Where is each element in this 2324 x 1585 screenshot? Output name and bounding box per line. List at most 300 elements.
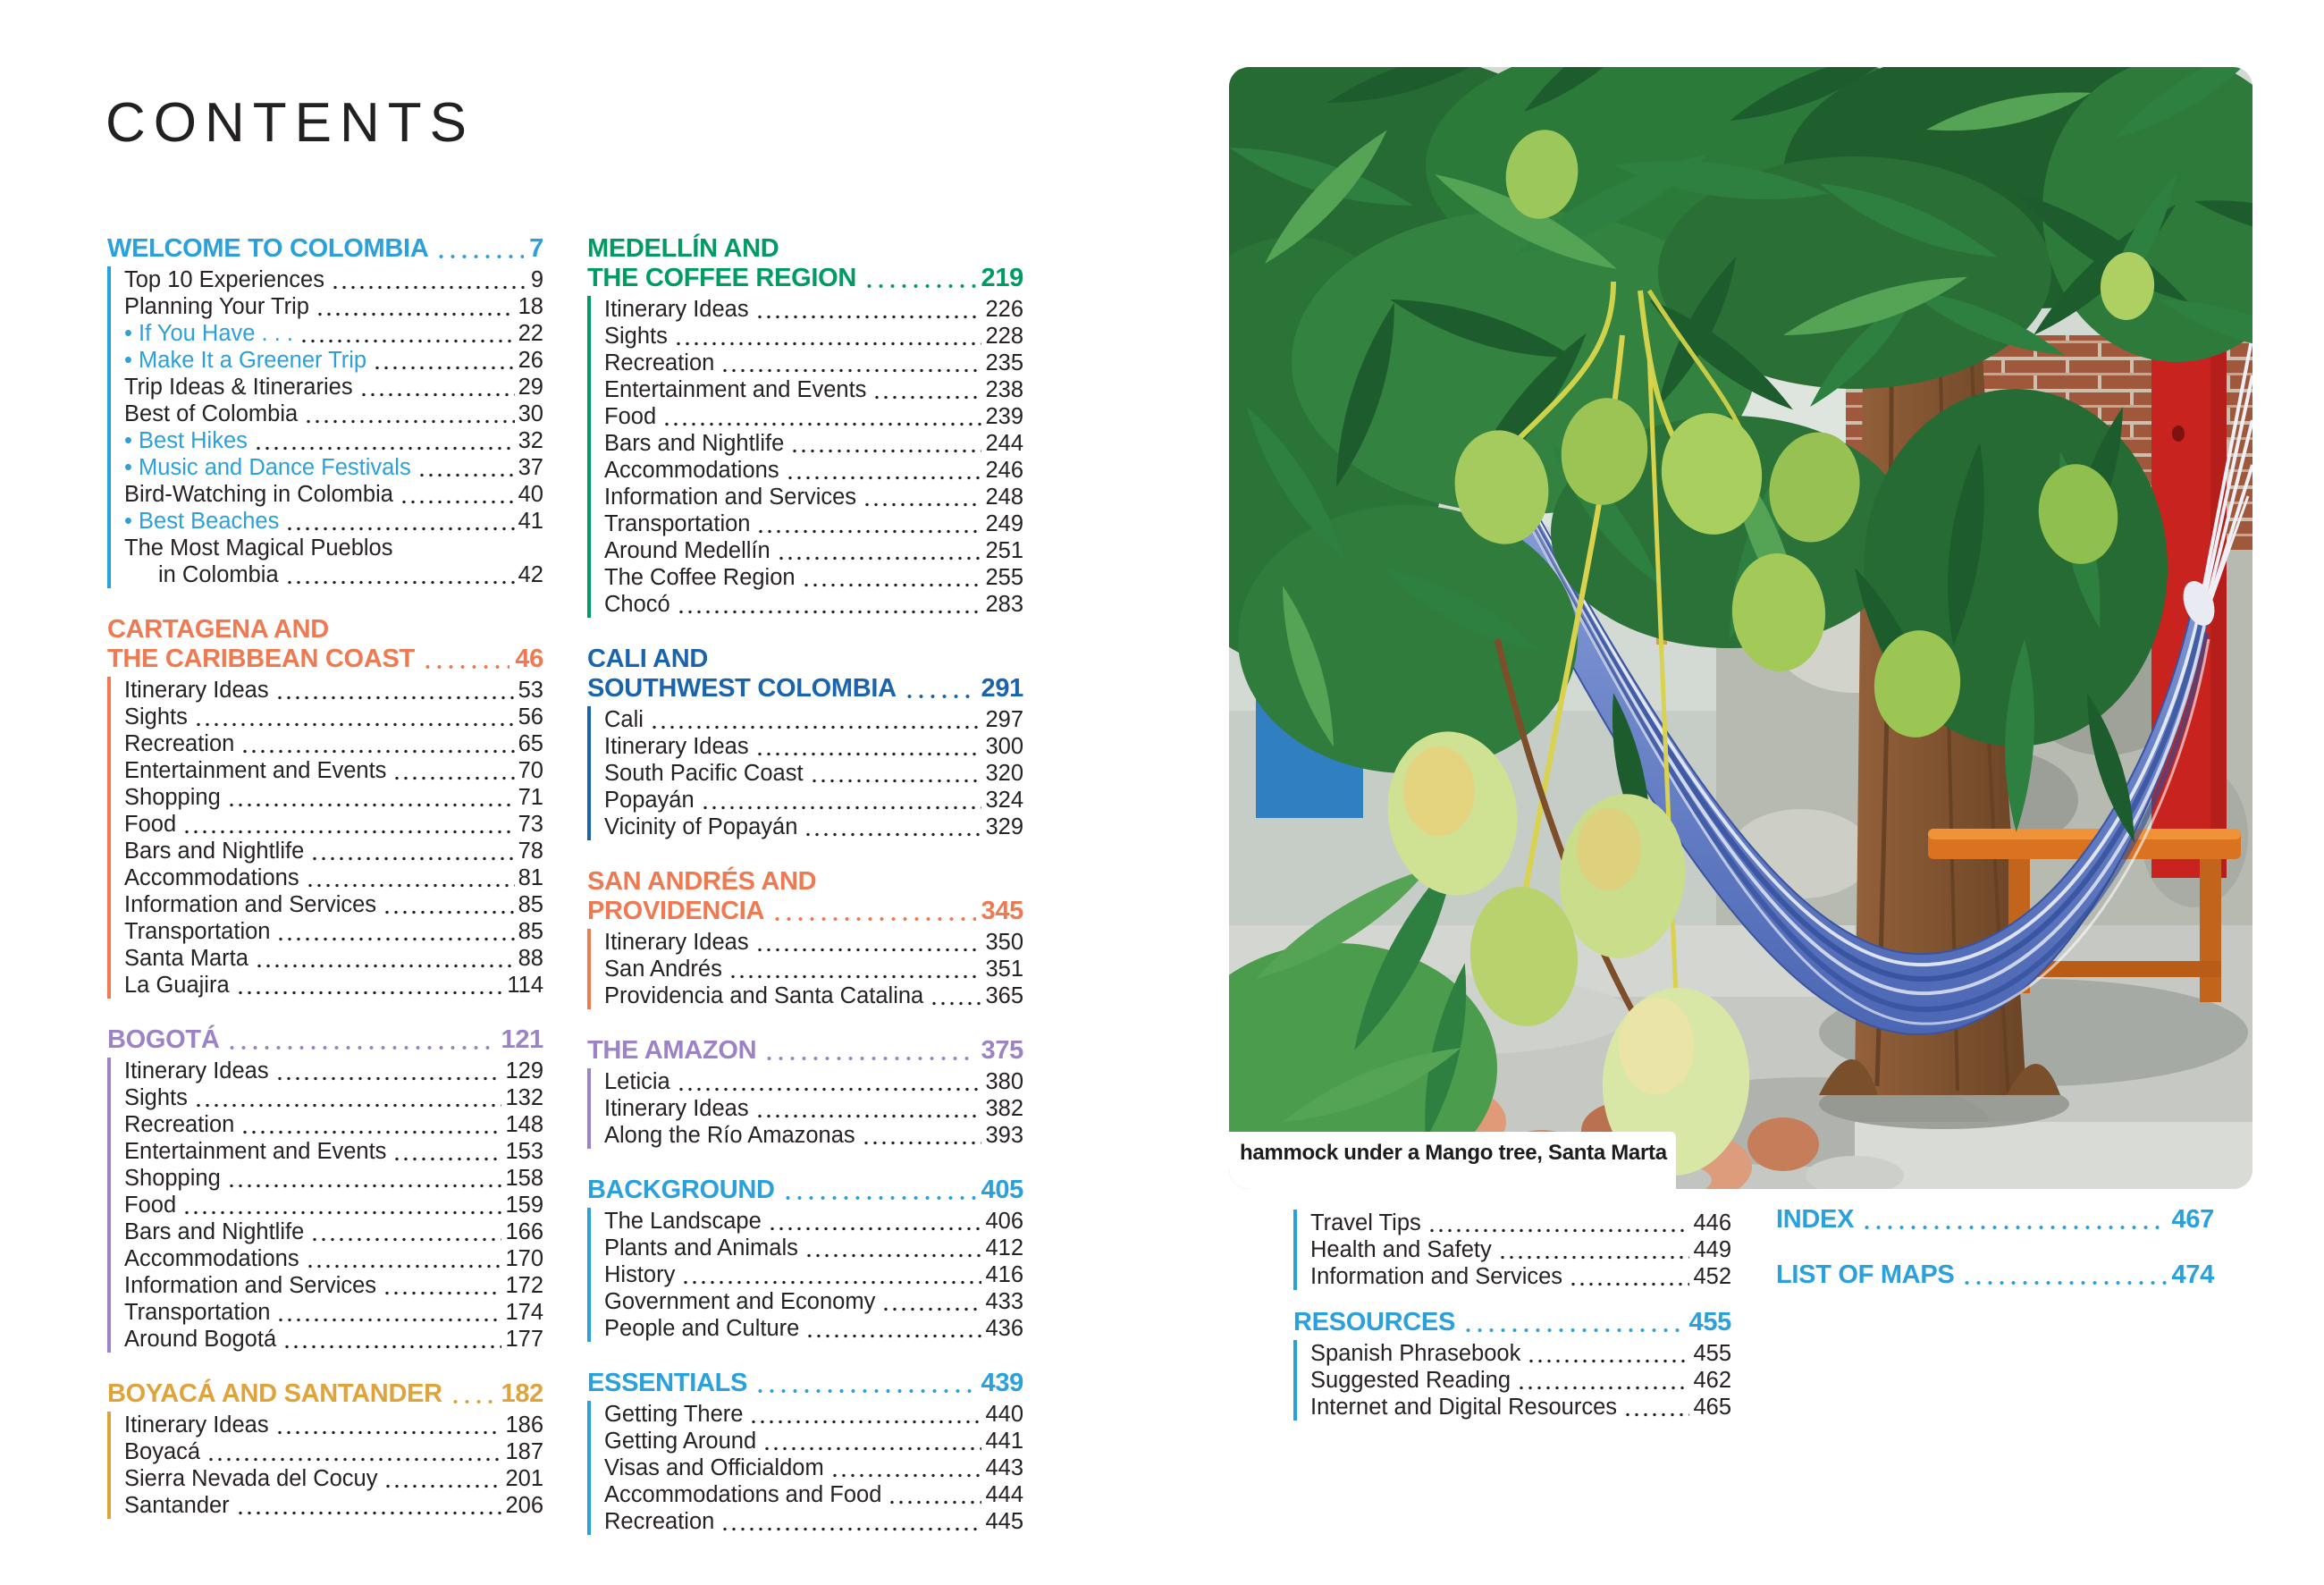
toc-entry-label: Providencia and Santa Catalina: [604, 983, 924, 1008]
toc-entry-page: 187: [505, 1439, 543, 1464]
section-background: [587, 1176, 1023, 1342]
toc-entry-label: Planning Your Trip: [124, 294, 309, 319]
toc-entry-page: 29: [518, 375, 543, 400]
toc-entry: [1310, 1394, 1731, 1421]
toc-column-3-left: [1293, 1194, 1731, 1438]
section-title: SOUTHWEST COLOMBIA: [587, 674, 897, 703]
section-medellin-coffee-region: [587, 234, 1023, 618]
section-header-row: [587, 1036, 1023, 1066]
photo-caption: hammock under a Mango tree, Santa Marta: [1240, 1141, 1667, 1165]
toc-entry: [1310, 1340, 1731, 1367]
section-page-number: 405: [981, 1176, 1023, 1204]
dot-leader: [282, 1345, 501, 1349]
toc-entry-label: • If You Have . . .: [124, 320, 293, 347]
toc-entry-label: Itinerary Ideas: [124, 678, 269, 703]
dot-leader: [236, 1511, 502, 1515]
section-entries: [1293, 1210, 1731, 1290]
dot-leader: [1427, 1228, 1690, 1233]
toc-entry-page: 324: [985, 788, 1023, 813]
toc-entry: [124, 293, 543, 320]
section-boyaca-and-santander: [107, 1379, 543, 1519]
toc-entry-page: 174: [505, 1300, 543, 1325]
toc-entry: [604, 1315, 1023, 1342]
dot-leader: [316, 312, 515, 316]
toc-entry-page: 226: [985, 297, 1023, 322]
toc-entry-label: in Colombia: [158, 562, 279, 587]
toc-entry-page: 441: [985, 1429, 1023, 1454]
toc-entry-label: Bars and Nightlife: [124, 839, 305, 864]
toc-entry-page: 73: [518, 812, 543, 837]
dot-leader: [804, 1253, 982, 1258]
toc-entry-page: 70: [518, 758, 543, 783]
toc-entry-page: 239: [985, 404, 1023, 429]
toc-entry-page: 37: [518, 455, 543, 480]
toc-entry-label: Information and Services: [124, 1273, 377, 1298]
toc-entry: [604, 929, 1023, 956]
section-entries: [587, 1208, 1023, 1342]
toc-entry-page: 170: [505, 1246, 543, 1271]
toc-entry: [124, 1326, 543, 1353]
section-header-row: [1293, 1308, 1731, 1337]
photo-illustration: [1229, 67, 2252, 1189]
photo-caption-plate: [1229, 1132, 1676, 1189]
toc-entry-page: 65: [518, 731, 543, 756]
toc-entry: [604, 376, 1023, 403]
dot-leader: [276, 1318, 501, 1322]
toc-entry-label: Around Medellín: [604, 538, 770, 563]
toc-entry: [124, 1084, 543, 1111]
toc-entry: [1310, 1236, 1731, 1263]
toc-entry: [604, 591, 1023, 618]
section-entries: [587, 1068, 1023, 1149]
toc-entry: [604, 1261, 1023, 1288]
toc-entry-page: 88: [518, 946, 543, 971]
toc-entry-label: Sierra Nevada del Cocuy: [124, 1466, 378, 1491]
dot-leader: [359, 392, 515, 397]
toc-entry-label: Recreation: [604, 1509, 715, 1534]
toc-entry: [124, 1299, 543, 1326]
toc-entry-continuation: [124, 561, 543, 588]
toc-entry: [124, 677, 543, 704]
toc-entry-page: 228: [985, 324, 1023, 349]
dot-leader: [254, 446, 515, 451]
dot-leader: [310, 856, 514, 861]
toc-entry-page: 129: [505, 1058, 543, 1083]
toc-entry-page: 159: [505, 1193, 543, 1218]
toc-entry-page: 449: [1693, 1237, 1731, 1262]
toc-entry-page: 249: [985, 511, 1023, 536]
dot-leader: [1961, 1280, 2166, 1286]
toc-entry-page: 465: [1693, 1395, 1731, 1420]
toc-entry-label: Transportation: [124, 919, 271, 944]
toc-entry-label: Itinerary Ideas: [604, 1096, 749, 1121]
section-header-row: [587, 867, 1023, 897]
page-title: CONTENTS: [105, 92, 475, 154]
toc-entry-page: 297: [985, 707, 1023, 732]
dot-leader: [194, 722, 515, 727]
dot-leader: [701, 805, 982, 810]
section-title: WELCOME TO COLOMBIA: [107, 234, 429, 263]
toc-entry: [124, 320, 543, 347]
section-page-number: 182: [501, 1379, 543, 1408]
dot-leader: [830, 1473, 982, 1478]
section-entries: [587, 1401, 1023, 1535]
toc-entry-page: 365: [985, 983, 1023, 1008]
dot-leader: [762, 1446, 981, 1451]
dot-leader: [275, 1430, 502, 1435]
toc-entry: [604, 1068, 1023, 1095]
section-page-number: 345: [981, 897, 1023, 925]
toc-entry: [124, 1058, 543, 1084]
dot-leader: [802, 583, 982, 587]
toc-entry: [124, 891, 543, 918]
toc-entry: [604, 1122, 1023, 1149]
section-resources: [1293, 1308, 1731, 1421]
section-title: THE AMAZON: [587, 1036, 757, 1065]
section-title: BOGOTÁ: [107, 1025, 220, 1054]
section-entries: [587, 296, 1023, 618]
toc-entry-label: Boyacá: [124, 1439, 201, 1464]
toc-entry-page: 452: [1693, 1264, 1731, 1289]
section-title: CALI AND: [587, 645, 709, 673]
toc-entry: [124, 1438, 543, 1465]
section-page-number: 7: [529, 234, 543, 263]
toc-column-3-right: [1776, 1194, 2214, 1316]
toc-entry-page: 71: [518, 785, 543, 810]
section-header-row: [107, 1025, 543, 1055]
dot-leader: [417, 473, 515, 477]
toc-entry-page: 380: [985, 1069, 1023, 1094]
mango-hammock-photo: [1229, 67, 2252, 1189]
toc-entry: [124, 1138, 543, 1165]
toc-entry: [124, 784, 543, 811]
toc-entry-page: 246: [985, 458, 1023, 483]
dot-leader: [240, 1130, 501, 1134]
toc-entry-label: Transportation: [604, 511, 751, 536]
dot-leader: [306, 883, 515, 888]
toc-entry-label: La Guajira: [124, 973, 230, 998]
dot-leader: [383, 1291, 501, 1295]
toc-entry: [124, 1465, 543, 1492]
toc-entry: [124, 400, 543, 427]
dot-leader: [227, 803, 515, 807]
section-title: MEDELLÍN AND: [587, 234, 779, 263]
toc-entry-page: 444: [985, 1482, 1023, 1507]
dot-leader: [754, 1388, 975, 1394]
toc-entry-page: 412: [985, 1235, 1023, 1260]
toc-entry-label: Trip Ideas & Itineraries: [124, 375, 353, 400]
toc-entry-label: Itinerary Ideas: [604, 930, 749, 955]
dot-leader: [681, 1280, 981, 1285]
toc-entry-page: 283: [985, 592, 1023, 617]
toc-entry-label: Accommodations: [124, 1246, 299, 1271]
toc-entry: [604, 430, 1023, 457]
toc-entry: [124, 730, 543, 757]
toc-entry-label: Santander: [124, 1493, 230, 1518]
toc-entry: [124, 1192, 543, 1218]
dot-leader: [930, 1001, 981, 1006]
dot-leader: [763, 1056, 975, 1061]
dot-leader: [226, 1045, 495, 1050]
toc-entry-page: 433: [985, 1289, 1023, 1314]
section-entries: [107, 266, 543, 588]
toc-entry: [1310, 1263, 1731, 1290]
toc-entry-page: 22: [518, 321, 543, 346]
toc-entry-page: 56: [518, 704, 543, 729]
dot-leader: [304, 419, 514, 424]
toc-entry-label: Itinerary Ideas: [604, 734, 749, 759]
toc-entry-page: 158: [505, 1166, 543, 1191]
toc-entry-page: 350: [985, 930, 1023, 955]
toc-entry: [124, 508, 543, 535]
toc-entry: [604, 956, 1023, 982]
section-index: [1776, 1205, 2214, 1235]
dot-leader: [276, 937, 514, 941]
section-entries: [587, 929, 1023, 1009]
dot-leader: [1517, 1386, 1689, 1390]
toc-entry: [124, 864, 543, 891]
section-header-row: [1776, 1260, 2214, 1290]
toc-entry-page: 255: [985, 565, 1023, 590]
toc-entry-page: 462: [1693, 1368, 1731, 1393]
toc-entry-page: 166: [505, 1219, 543, 1244]
toc-entry-label: Transportation: [124, 1300, 271, 1325]
section-entries: [107, 677, 543, 999]
section-title: CARTAGENA AND: [107, 615, 329, 644]
section-title: LIST OF MAPS: [1776, 1260, 1955, 1289]
toc-entry-page: 201: [505, 1466, 543, 1491]
dot-leader: [236, 991, 504, 995]
dot-leader: [182, 830, 515, 834]
dot-leader: [728, 974, 982, 979]
section-header-row: [587, 1176, 1023, 1205]
dot-leader: [255, 964, 515, 968]
toc-entry-page: 393: [985, 1123, 1023, 1148]
dot-leader: [755, 1114, 982, 1118]
toc-entry-label: Around Bogotá: [124, 1327, 277, 1352]
toc-entry-page: 85: [518, 919, 543, 944]
dot-leader: [306, 1264, 502, 1269]
toc-entry-page: 300: [985, 734, 1023, 759]
toc-entry: [124, 757, 543, 784]
section-page-number: 467: [2171, 1205, 2214, 1234]
dot-leader: [674, 341, 982, 346]
dot-leader: [888, 1500, 981, 1505]
dot-leader: [392, 776, 514, 780]
toc-entry: [604, 457, 1023, 484]
dot-leader: [872, 395, 981, 400]
toc-entry-page: 406: [985, 1209, 1023, 1234]
toc-entry-label: Travel Tips: [1310, 1210, 1421, 1235]
section-page-number: 46: [515, 645, 543, 673]
dot-leader: [755, 948, 982, 952]
dot-leader: [1623, 1412, 1689, 1417]
section-header-row: [107, 1379, 543, 1409]
toc-entry-page: 238: [985, 377, 1023, 402]
dot-leader: [194, 1103, 502, 1108]
toc-entry-page: 416: [985, 1262, 1023, 1287]
toc-entry-page: 235: [985, 350, 1023, 375]
toc-entry: [124, 811, 543, 838]
toc-entry-label: People and Culture: [604, 1316, 800, 1341]
section-title: INDEX: [1776, 1205, 1855, 1234]
section-welcome-to-colombia: [107, 234, 543, 588]
toc-entry: [124, 454, 543, 481]
section-header-row: [587, 234, 1023, 264]
toc-entry-page: 206: [505, 1493, 543, 1518]
dot-leader: [862, 1141, 982, 1145]
toc-entry: [1310, 1210, 1731, 1236]
dot-leader: [275, 1076, 502, 1081]
section-title: RESOURCES: [1293, 1308, 1455, 1336]
toc-entry-page: 114: [507, 973, 543, 998]
toc-entry: [124, 374, 543, 400]
dot-leader: [206, 1457, 501, 1462]
toc-entry: [604, 1481, 1023, 1508]
toc-entry-label: Visas and Officialdom: [604, 1455, 824, 1480]
dot-leader: [777, 556, 982, 561]
section-header-row: [587, 1369, 1023, 1398]
section-title: BACKGROUND: [587, 1176, 775, 1204]
toc-entry-label: Along the Río Amazonas: [604, 1123, 855, 1148]
toc-entry: [124, 1492, 543, 1519]
toc-entry-page: 18: [518, 294, 543, 319]
toc-entry: [604, 706, 1023, 733]
dot-leader: [677, 1087, 982, 1092]
section-title: BOYACÁ AND SANTANDER: [107, 1379, 442, 1408]
toc-entry-label: • Make It a Greener Trip: [124, 347, 366, 374]
toc-entry-page: 186: [505, 1412, 543, 1437]
dot-leader: [863, 283, 975, 289]
dot-leader: [299, 339, 515, 343]
toc-entry-label: Accommodations and Food: [604, 1482, 882, 1507]
toc-entry: [124, 1111, 543, 1138]
dot-leader: [383, 1484, 501, 1488]
dot-leader: [755, 315, 982, 319]
toc-entry: [604, 760, 1023, 787]
toc-entry-page: 436: [985, 1316, 1023, 1341]
dot-leader: [1527, 1359, 1689, 1363]
toc-entry: [124, 1412, 543, 1438]
toc-entry-label: The Landscape: [604, 1209, 762, 1234]
toc-entry: [604, 510, 1023, 537]
toc-entry-label: Bars and Nightlife: [124, 1219, 305, 1244]
section-the-amazon: [587, 1036, 1023, 1149]
toc-entry-label: Information and Services: [1310, 1264, 1563, 1289]
dot-leader: [422, 664, 509, 670]
toc-entry: [124, 1245, 543, 1272]
toc-entry-page: 153: [505, 1139, 543, 1164]
toc-entry-label: Getting Around: [604, 1429, 757, 1454]
toc-entry-page: 445: [985, 1509, 1023, 1534]
section-header-row: [587, 897, 1023, 926]
toc-entry: [604, 1095, 1023, 1122]
toc-entry-page: 251: [985, 538, 1023, 563]
toc-entry-page: 172: [505, 1273, 543, 1298]
section-header-row: [107, 645, 543, 674]
dot-leader: [755, 752, 982, 756]
toc-entry-label: Health and Safety: [1310, 1237, 1492, 1262]
section-page-number: 455: [1688, 1308, 1731, 1336]
toc-entry-label: Entertainment and Events: [124, 758, 387, 783]
toc-entry-page: 443: [985, 1455, 1023, 1480]
dot-leader: [285, 580, 515, 585]
dot-leader: [400, 500, 515, 504]
dot-leader: [677, 610, 982, 614]
section-entries: [107, 1412, 543, 1519]
toc-entry-label: Shopping: [124, 1166, 221, 1191]
section-essentials-continued: [1293, 1210, 1731, 1290]
toc-entry-label: Internet and Digital Resources: [1310, 1395, 1618, 1420]
toc-entry: [604, 1288, 1023, 1315]
toc-entry: [124, 1272, 543, 1299]
toc-entry-label: Bars and Nightlife: [604, 431, 785, 456]
toc-entry-label: Bird-Watching in Colombia: [124, 482, 393, 507]
dot-leader: [182, 1210, 501, 1215]
toc-entry-label: Chocó: [604, 592, 670, 617]
section-header-row: [587, 264, 1023, 293]
toc-entry-page: 30: [518, 401, 543, 426]
section-title: SAN ANDRÉS AND: [587, 867, 817, 896]
toc-entry: [124, 1165, 543, 1192]
dot-leader: [240, 749, 514, 754]
toc-entry-label: Itinerary Ideas: [124, 1058, 269, 1083]
toc-entry-page: 81: [518, 865, 543, 890]
section-entries: [107, 1058, 543, 1353]
dot-leader: [749, 1420, 981, 1424]
dot-leader: [782, 1195, 976, 1201]
toc-entry-page: 455: [1693, 1341, 1731, 1366]
dot-leader: [373, 366, 515, 370]
dot-leader: [331, 285, 527, 290]
toc-entry-page: 351: [985, 957, 1023, 982]
toc-entry-label: Plants and Animals: [604, 1235, 798, 1260]
dot-leader: [804, 832, 981, 837]
toc-entry-label: Recreation: [124, 1112, 235, 1137]
toc-entry-label: Spanish Phrasebook: [1310, 1341, 1521, 1366]
toc-entry-label: • Best Hikes: [124, 427, 248, 454]
toc-entry: [604, 296, 1023, 323]
toc-entry-label: Popayán: [604, 788, 695, 813]
toc-entry: [124, 972, 543, 999]
dot-leader: [786, 476, 982, 480]
dot-leader: [435, 254, 524, 259]
toc-entry-label: Recreation: [604, 350, 715, 375]
toc-entry-label: San Andrés: [604, 957, 722, 982]
section-page-number: 219: [981, 264, 1023, 292]
toc-entry: [604, 1454, 1023, 1481]
dot-leader: [1498, 1255, 1690, 1260]
toc-entry-label: Cali: [604, 707, 644, 732]
toc-entry-page: 177: [505, 1327, 543, 1352]
toc-entry: [604, 1401, 1023, 1428]
dot-leader: [810, 779, 982, 783]
toc-entry: [1310, 1367, 1731, 1394]
toc-entry-page: 53: [518, 678, 543, 703]
section-header-row: [587, 674, 1023, 704]
toc-entry-label: Itinerary Ideas: [604, 297, 749, 322]
section-header-row: [587, 645, 1023, 674]
section-title: THE COFFEE REGION: [587, 264, 857, 292]
toc-entry: [604, 1208, 1023, 1235]
section-page-number: 439: [981, 1369, 1023, 1397]
toc-entry-label: Accommodations: [604, 458, 779, 483]
toc-entry: [124, 838, 543, 864]
toc-entry-page: 148: [505, 1112, 543, 1137]
dot-leader: [383, 910, 515, 915]
dot-leader: [450, 1399, 496, 1404]
section-cartagena-caribbean-coast: [107, 615, 543, 999]
